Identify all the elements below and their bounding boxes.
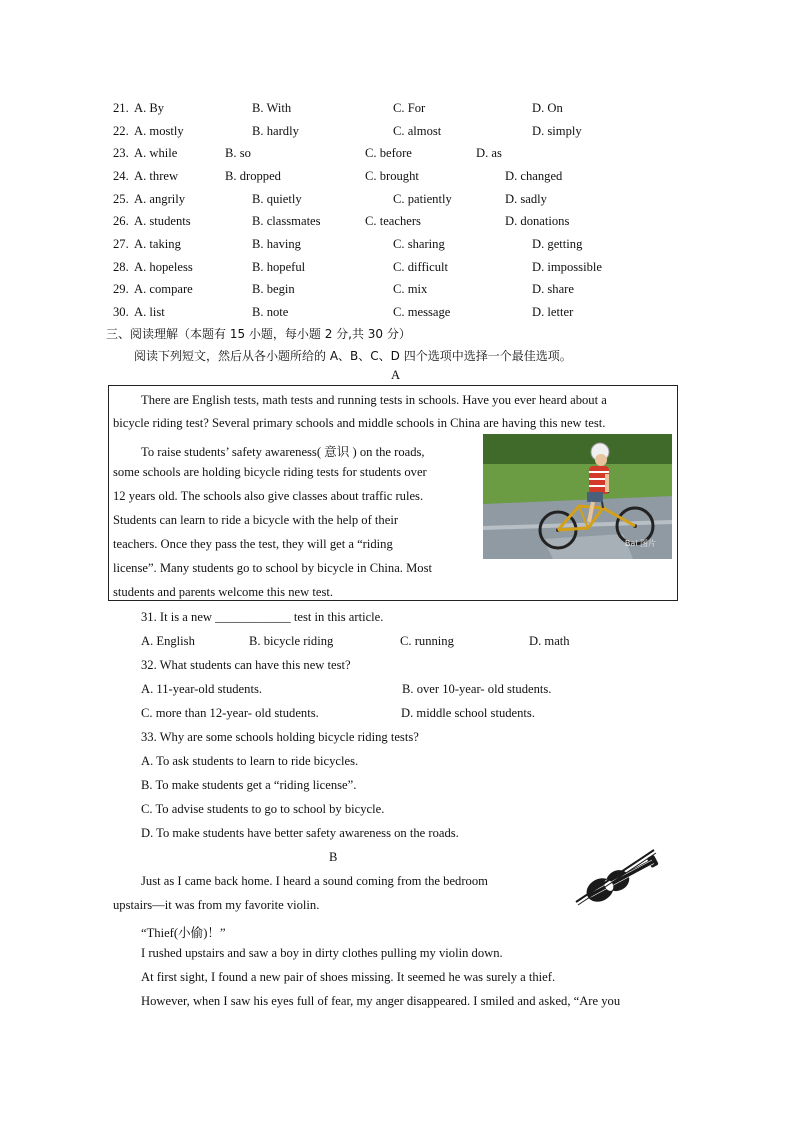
option-c: C. For [393, 101, 426, 115]
option-d: D. math [529, 634, 570, 648]
option-d: D. simply [532, 124, 582, 138]
passage-line: To raise students’ safety awareness( 意识 ) on the roads, [141, 445, 425, 459]
option-a: A. taking [134, 237, 181, 251]
option-d: D. On [532, 101, 563, 115]
section-heading: 三、阅读理解（本题有 15 小题，每小题 2 分,共 30 分） [106, 327, 411, 341]
option-c: C. mix [393, 282, 428, 296]
passage-line: students and parents welcome this new test. [113, 585, 333, 599]
option-c: C. difficult [393, 260, 449, 274]
option-a: A. list [134, 305, 165, 319]
question-number: 27. [113, 237, 129, 251]
option-row [0, 169, 794, 187]
option-d: D. impossible [532, 260, 602, 274]
violin-icon [570, 842, 666, 912]
option-c: C. sharing [393, 237, 445, 251]
option-a: A. To ask students to learn to ride bicycles. [141, 754, 359, 768]
option-b: B. so [225, 146, 251, 160]
question-number: 29. [113, 282, 129, 296]
option-c: C. teachers [365, 214, 421, 228]
passage-line: upstairs—it was from my favorite violin. [113, 898, 320, 912]
option-c: C. almost [393, 124, 442, 138]
option-b: B. note [252, 305, 289, 319]
passage-line: At first sight, I found a new pair of shoes missing. It seemed he was surely a thief. [141, 970, 556, 984]
question-number: 26. [113, 214, 129, 228]
passage-line: Just as I came back home. I heard a sound coming from the bedroom [141, 874, 488, 888]
option-c: C. more than 12-year- old students. [141, 706, 319, 720]
passage-label: A [391, 368, 401, 382]
question-number: 21. [113, 101, 129, 115]
question-stem: 33. Why are some schools holding bicycle riding tests? [141, 730, 419, 744]
option-a: A. By [134, 101, 165, 115]
option-b: B. To make students get a “riding license”. [141, 778, 357, 792]
option-row [0, 305, 794, 323]
option-row [0, 146, 794, 164]
passage-line: “Thief(小偷)！” [141, 926, 226, 940]
option-d: D. share [532, 282, 574, 296]
option-a: A. 11-year-old students. [141, 682, 262, 696]
option-a: A. threw [134, 169, 179, 183]
passage-line: There are English tests, math tests and running tests in schools. Have you ever heard about a [141, 393, 607, 407]
option-row [0, 101, 794, 119]
option-a: A. hopeless [134, 260, 193, 274]
option-b: B. hopeful [252, 260, 306, 274]
option-row [0, 192, 794, 210]
option-b: B. classmates [252, 214, 321, 228]
option-b: B. over 10-year- old students. [402, 682, 552, 696]
question-number: 22. [113, 124, 129, 138]
passage-label: B [329, 850, 338, 864]
question-number: 23. [113, 146, 129, 160]
passage-line: teachers. Once they pass the test, they will get a “riding [113, 537, 393, 551]
option-b: B. With [252, 101, 292, 115]
question-number: 28. [113, 260, 129, 274]
question-number: 24. [113, 169, 129, 183]
question-number: 25. [113, 192, 129, 206]
option-row [0, 214, 794, 232]
option-c: C. brought [365, 169, 419, 183]
option-a: A. mostly [134, 124, 184, 138]
option-a: A. angrily [134, 192, 186, 206]
option-b: B. begin [252, 282, 295, 296]
option-row [0, 260, 794, 278]
option-a: A. students [134, 214, 191, 228]
option-c: C. message [393, 305, 451, 319]
option-c: C. patiently [393, 192, 452, 206]
option-row [0, 282, 794, 300]
passage-line: some schools are holding bicycle riding tests for students over [113, 465, 427, 479]
passage-line: However, when I saw his eyes full of fear, my anger disappeared. I smiled and asked, “Are you [141, 994, 621, 1008]
option-a: A. English [141, 634, 195, 648]
option-b: B. bicycle riding [249, 634, 334, 648]
option-c: C. running [400, 634, 454, 648]
passage-line: bicycle riding test? Several primary schools and middle schools in China are having this new test. [113, 416, 606, 430]
question-stem: 31. It is a new ____________ test in this article. [141, 610, 384, 624]
section-instruction: 阅读下列短文，然后从各小题所给的 A、B、C、D 四个选项中选择一个最佳选项。 [134, 349, 572, 363]
option-d: D. To make students have better safety awareness on the roads. [141, 826, 459, 840]
option-b: B. quietly [252, 192, 302, 206]
photo-watermark: Bai 图片 [624, 539, 656, 548]
option-c: C. To advise students to go to school by bicycle. [141, 802, 385, 816]
option-b: B. hardly [252, 124, 299, 138]
option-d: D. donations [505, 214, 570, 228]
option-d: D. middle school students. [401, 706, 535, 720]
option-b: B. dropped [225, 169, 281, 183]
option-row [0, 237, 794, 255]
option-d: D. changed [505, 169, 563, 183]
passage-line: Students can learn to ride a bicycle with the help of their [113, 513, 399, 527]
option-a: A. compare [134, 282, 193, 296]
passage-line: I rushed upstairs and saw a boy in dirty clothes pulling my violin down. [141, 946, 503, 960]
passage-line: 12 years old. The schools also give classes about traffic rules. [113, 489, 424, 503]
option-b: B. having [252, 237, 301, 251]
option-d: D. sadly [505, 192, 547, 206]
option-d: D. as [476, 146, 502, 160]
question-number: 30. [113, 305, 129, 319]
passage-line: license”. Many students go to school by bicycle in China. Most [113, 561, 432, 575]
bicycle-photo [483, 434, 672, 559]
option-d: D. letter [532, 305, 574, 319]
question-stem: 32. What students can have this new test? [141, 658, 351, 672]
option-c: C. before [365, 146, 412, 160]
option-d: D. getting [532, 237, 583, 251]
option-row [0, 124, 794, 142]
option-a: A. while [134, 146, 178, 160]
